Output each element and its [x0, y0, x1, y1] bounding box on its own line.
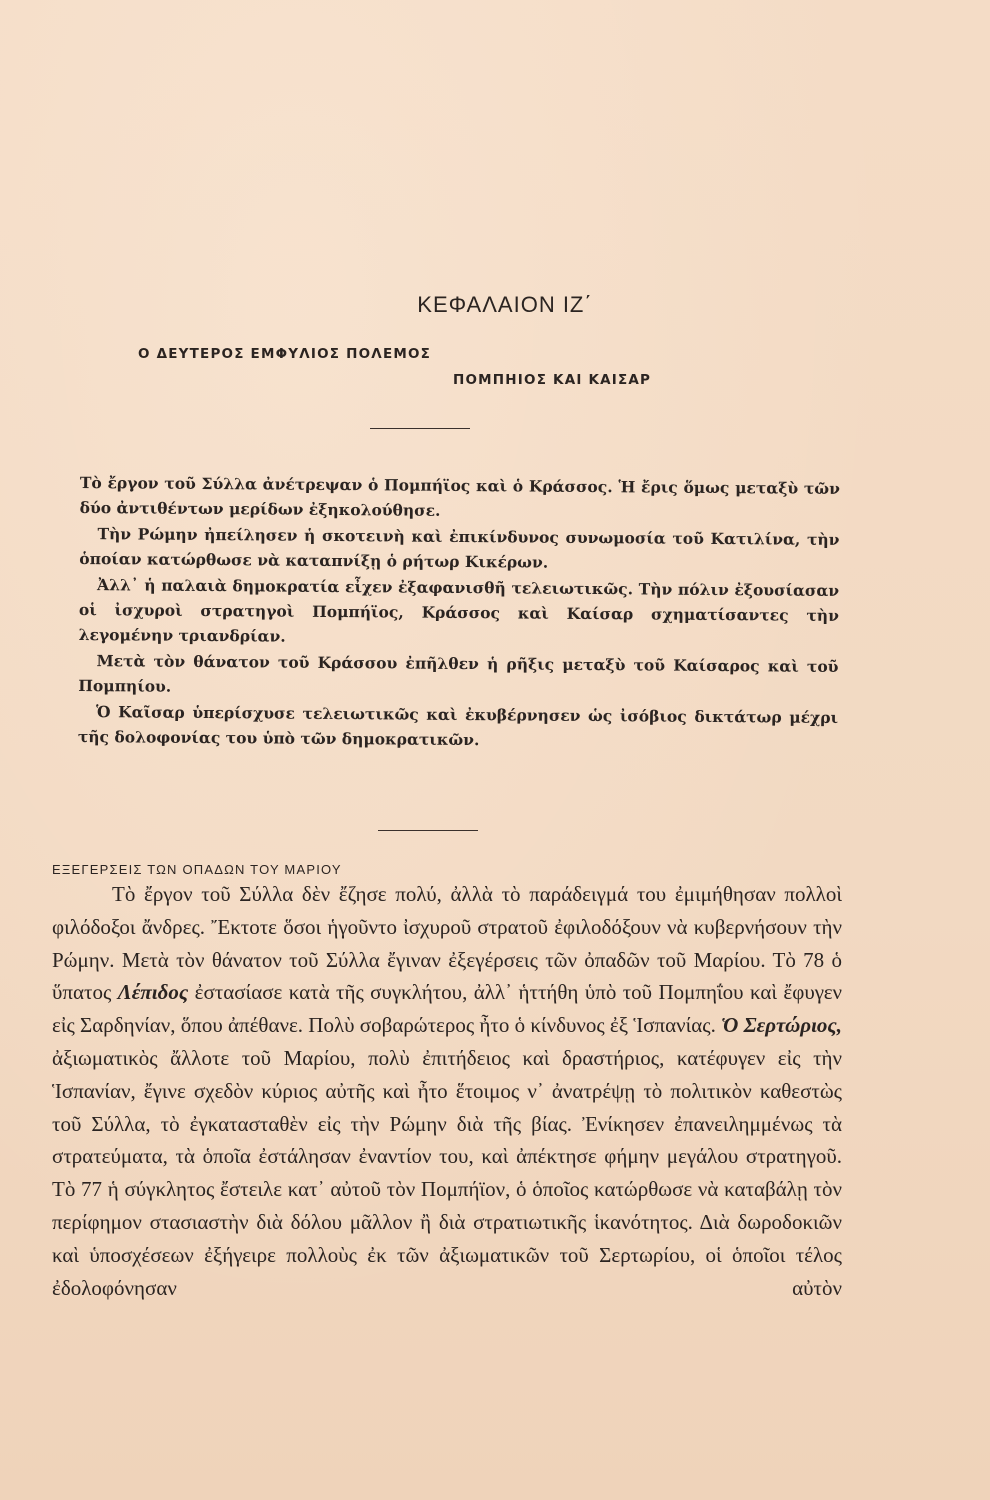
section-heading: ΕΞΕΓΕΡΣΕΙΣ ΤΩΝ ΟΠΑΔΩΝ ΤΟΥ ΜΑΡΙΟΥ — [52, 862, 342, 877]
body-text-part: Τὸ ἔργον τοῦ Σύλλα δὲν ἔζησε πολύ, ἀλλὰ τὸ παράδειγμά του ἐμιμήθησαν πολλοὶ φιλόδοξοι ἄνδρες. Ἔκτοτε ὅσοι ἡγοῦντο ἰσχυροῦ στρατοῦ ἐφιλοδόξουν νὰ κυβερνήσουν τὴν Ρώμην. Μετὰ τὸν θάνατον τοῦ Σύλλα ἔγιναν ἐξεγέρσεις τῶν ὀπαδῶν τοῦ Μαρίου. Τὸ 78 ὁ ὕπατος — [52, 882, 842, 1005]
body-text-part: ἐστασίασε κατὰ τῆς συγκλήτου, ἀλλ᾽ ἡττήθη ὑπὸ τοῦ Πομπηΐου καὶ ἔφυγεν εἰς Σαρδηνίαν, ὅπου ἀπέθανε. Πολὺ σοβαρώτερος ἦτο ὁ κίνδυνος ἐξ Ἱσπανίας. — [52, 980, 843, 1038]
chapter-subtitle-line2: ΠΟΜΠΗΙΟΣ ΚΑΙ ΚΑΙΣΑΡ — [453, 372, 652, 388]
body-text-part: ἀξιωματικὸς ἄλλοτε τοῦ Μαρίου, πολὺ ἐπιτήδειος καὶ δραστήριος, κατέφυγεν εἰς τὴν Ἱσπανίαν, ἔγινε σχεδὸν κύριος αὐτῆς καὶ ἦτο ἕτοιμος ν᾽ ἀνατρέψῃ τὸ πολιτικὸν καθεστὼς τοῦ Σύλλα, τὸ ἐγκατασταθὲν εἰς τὴν Ρώμην διὰ τῆς βίας. Ἐνίκησεν ἐπανειλημμένως τὰ στρατεύματα, τὰ ὁποῖα ἐστάλησαν ἐναντίον του, καὶ ἀπέκτησε φήμην μεγάλου στρατηγοῦ. Τὸ 77 ἡ σύγκλητος ἔστειλε κατ᾽ αὐτοῦ τὸν Πομπήϊον, ὁ ὁποῖος κατώρθωσε νὰ καταβάλῃ τὸν περίφημον στασιαστὴν διὰ δόλου μᾶλλον ἢ διὰ στρατιωτικῆς ἱκανότητος. Διὰ δωροδοκιῶν καὶ ὑποσχέσεων ἐξήγειρε πολλοὺς ἐκ τῶν ἀξιωματικῶν τοῦ Σερτωρίου, οἱ ὁποῖοι τέλος ἐδολοφόνησαν αὐτὸν — [52, 1045, 842, 1300]
name-lepidos: Λέπιδος — [117, 980, 189, 1005]
divider-middle — [378, 830, 478, 831]
chapter-title: ΚΕΦΑΛΑΙΟΝ ΙΖ΄ — [417, 292, 593, 317]
summary-paragraph: Τὸ ἔργον τοῦ Σύλλα ἀνέτρεψαν ὁ Πομπήϊος καὶ ὁ Κράσσος. Ἡ ἔρις ὅμως μεταξὺ τῶν δύο ἀντιθέντων μερίδων ἐξηκολούθησε. — [79, 472, 840, 521]
chapter-summary — [78, 470, 840, 755]
chapter-subtitle-line1: Ο ΔΕΥΤΕΡΟΣ ΕΜΦΥΛΙΟΣ ΠΟΛΕΜΟΣ — [138, 346, 432, 362]
name-sertorios: Ὁ Σερτώριος, — [721, 1013, 843, 1038]
summary-paragraph: Ἀλλ᾽ ἡ παλαιὰ δημοκρατία εἶχεν ἐξαφανισθῆ τελειωτικῶς. Τὴν πόλιν ἐξουσίασαν οἱ ἰσχυροὶ στρατηγοὶ Πομπήϊος, Κράσσος καὶ Καίσαρ σχηματίσαντες τὴν λεγομένην τριανδρίαν. — [78, 574, 840, 647]
section-body-paragraph — [52, 878, 842, 1304]
summary-paragraph: Τὴν Ρώμην ἠπείλησεν ἡ σκοτεινὴ καὶ ἐπικίνδυνος συνωμοσία τοῦ Κατιλίνα, τὴν ὁποίαν κατώρθωσε νὰ καταπνίξῃ ὁ ρήτωρ Κικέρων. — [79, 523, 840, 572]
summary-paragraph: Μετὰ τὸν θάνατον τοῦ Κράσσου ἐπῆλθεν ἡ ρῆξις μεταξὺ τοῦ Καίσαρος καὶ τοῦ Πομπηίου. — [78, 650, 839, 696]
divider-top — [370, 428, 470, 429]
summary-paragraph: Ὁ Καῖσαρ ὑπερίσχυσε τελειωτικῶς καὶ ἐκυβέρνησεν ὡς ἰσόβιος δικτάτωρ μέχρι τῆς δολοφονίας του ὑπὸ τῶν δημοκρατικῶν. — [77, 701, 839, 750]
